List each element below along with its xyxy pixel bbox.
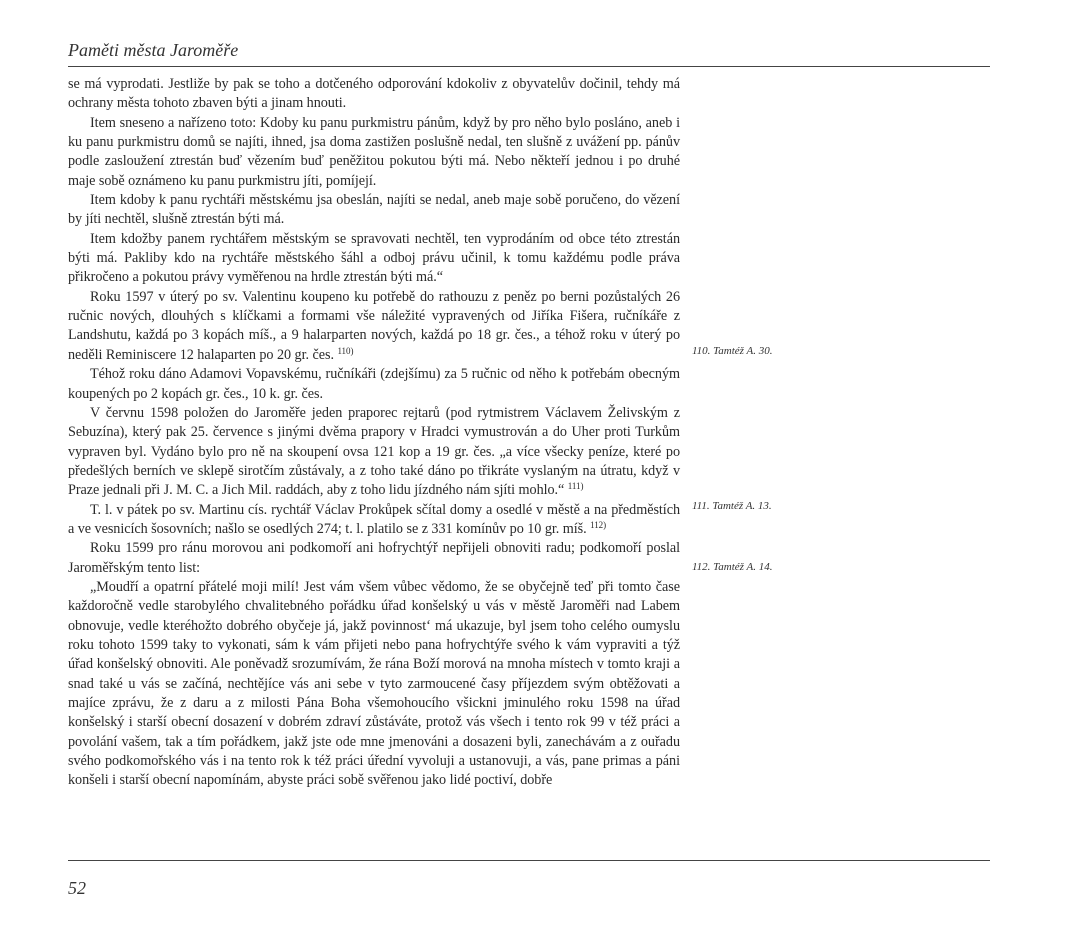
footer-rule [68,860,990,861]
footnote-marker: 111) [567,481,584,492]
paragraph: Roku 1599 pro ránu morovou ani podkomoří ani hofrychtýř nepřijeli obnoviti radu; podkomoří poslal Jaroměřským tento list: [68,540,680,576]
margin-note: 110. Tamtéž A. 30. [692,345,773,357]
paragraph: Item kdožby panem rychtářem městským se spravovati nechtěl, ten vyprodáním od obce této ztrestán býti má. Pakliby kdo na rychtáře městského šáhl a odboj právu učinil, k tomu každému podle práva přikročeno a pokutou právy vyměřenou na hrdle ztrestán býti má.“ [68,230,680,286]
paragraph: T. l. v pátek po sv. Martinu cís. rychtář Václav Prokůpek sčítal domy a osedlé v městě a na předměstích a ve vesnicích šosovních; našlo se osedlých 274; t. l. platilo se z 331 komínův po 10 gr. míš. $^{112)}$ [68,501,680,537]
paragraph: Téhož roku dáno Adamovi Vopavskému, ručníkáři (zdejšímu) za 5 ručnic od něho k potřebám obecným koupených po 2 kopách gr. čes., 10 k. gr. čes. [68,366,680,402]
running-head-title: Paměti města Jaroměře [68,40,239,60]
header-rule [68,66,990,67]
main-text-column [68,75,680,791]
paragraph: Item kdoby k panu rychtáři městskému jsa obeslán, najíti se nedal, aneb maje sobě poručeno, do vězení by jíti nechtěl, slušně ztrestán býti má. [68,192,680,228]
page-number: 52 [68,878,86,898]
footnote-marker: 110) [337,345,354,356]
quoted-letter: „Moudří a opatrní přátelé moji milí! Jest vám všem vůbec vědomo, že se obyčejně teď při tomto čase každoročně vedle starobylého chvalitebného pořádku úřad konšelský u vás v městě Jaroměři nad Labem obnovuje, vedle kteréhožto dobrého obyčeje já, jakž povinnost‘ má ukazuje, byl jsem toho celého oumyslu roku tohoto 1599 taky to vykonati, sám k vám přijeti nebo pana hofrychtýře svého k vám vypraviti a týž úřad konšelský obnoviti. Ale poněvadž srozumívám, že rána Boží morová na mnoha místech v tomto kraji a snad také u vás se začíná, nechtějíce vás ani sebe v tyto zarmoucené časy příjezdem svým obtěžovati a majíce zprávu, že z daru a z milosti Pána Boha všemohoucího všickni jminulého roku 1598 na úřad konšelský i starší obecní dosazení v dobrém zdraví zůstáváte, protož vás všech i tento rok 99 v též práci a povolání vašem, tak a tím pořádkem, jakž jste ode mne jmenováni a dosazeni byli, zanechávám a z ouřadu svého podkomořského vás i na tento rok k též práci úřední vyvoluji a ustanovuji, a vás, pane primas a páni konšeli i starší obecní napomínám, abyste práci sobě svěřenou jako lidé poctiví, dobře [68,578,680,789]
paragraph: V červnu 1598 položen do Jaroměře jeden praporec rejtarů (pod rytmistrem Václavem Želivským z Sebuzína), který pak 25. července s jinými dvěma prapory v Hradci vymustrován a do Uher proti Turkům vypraven byl. Vydáno bylo pro ně na skoupení ovsa 121 kop a 19 gr. čes. „a více všecky peníze, které po předešlých berních ve sklepě sirotčím zůstávaly, a z toho také dáno po třikráte vyslaným na útratu, když v Praze jednali při J. M. C. a Jich Mil. raddách, aby z toho lidu jízdného nám sjíti mohlo.“ $^{111)}$ [68,404,680,499]
paragraph: se má vyprodati. Jestliže by pak se toho a dotčeného odporování kdokoliv z obyvatelův dočinil, tehdy má ochrany města tohoto zbaven býti a jinam hnouti. [68,76,680,112]
margin-note: 112. Tamtéž A. 14. [692,561,773,573]
footnote-marker: 112) [590,519,607,530]
paragraph: Item sneseno a nařízeno toto: Kdoby ku panu purkmistru pánům, když by pro něho bylo posláno, aneb i ku panu purkmistru domů se najíti, ihned, jsa doma zastižen poslušně nedal, ten slušně z uvážení pp. pánův podle zasloužení ztrestán buď vězením buď peněžitou pokutou býti má. Nebo někteří jednou i po druhé maje sobě oznámeno ku panu purkmistru jíti, pomíjejí. [68,114,680,189]
margin-note: 111. Tamtéž A. 13. [692,500,772,512]
paragraph: Roku 1597 v úterý po sv. Valentinu koupeno ku potřebě do rathouzu z peněz po berni pozůstalých 26 ručnic nových, dlouhých s klíčkami a formami vše náležité vypravených od Jiříka Fišera, ručníkáře z Landshutu, každá po 3 kopách míš., a 9 halarparten nových, každá po 18 gr. čes., a téhož roku v úterý po neděli Reminiscere 12 halaparten po 20 gr. čes. $^{110)}$ [68,288,680,363]
